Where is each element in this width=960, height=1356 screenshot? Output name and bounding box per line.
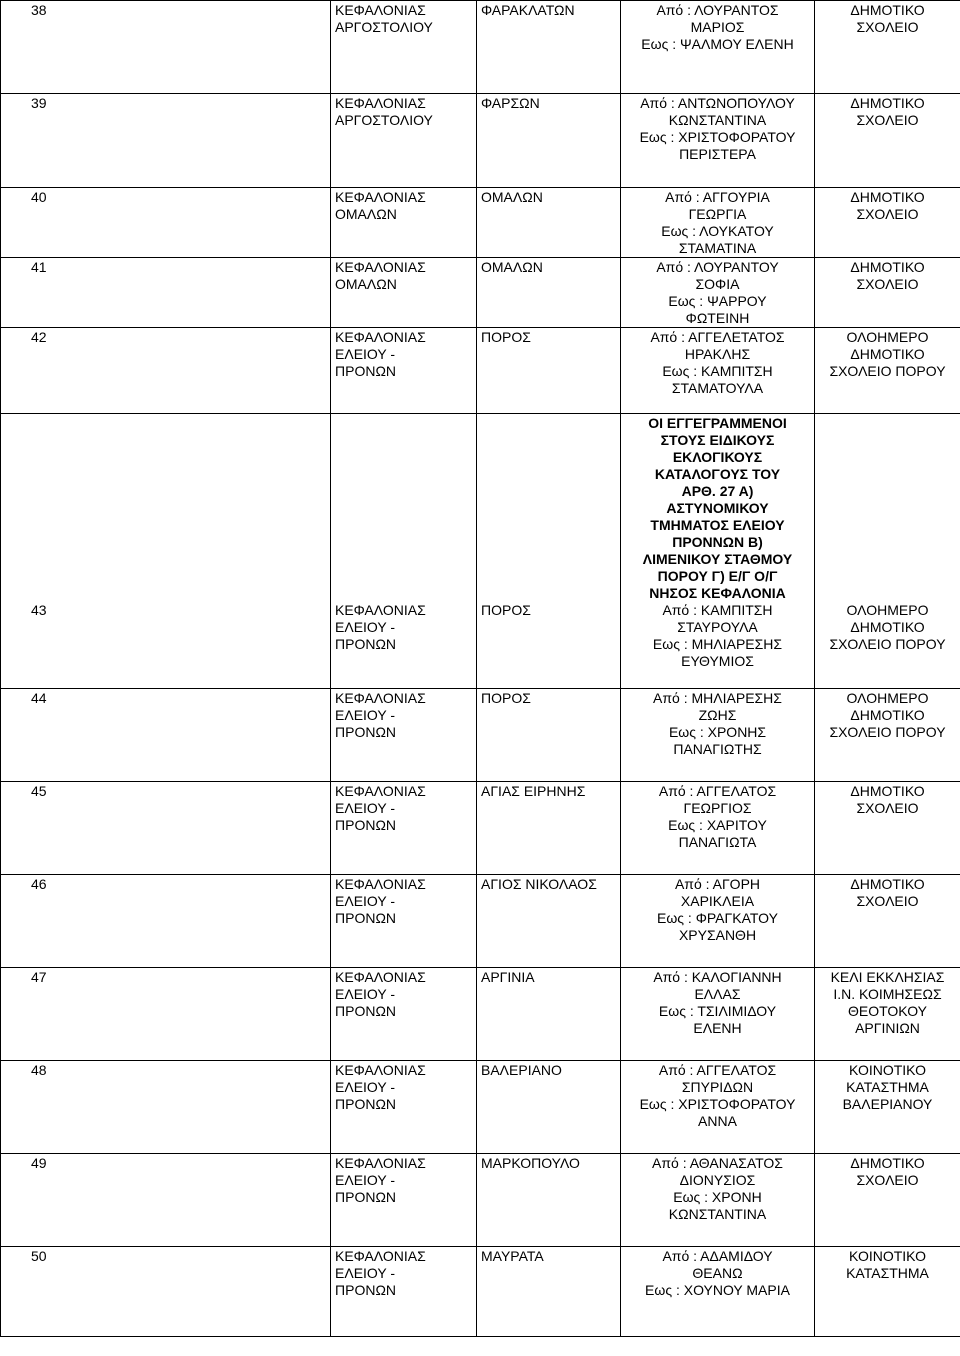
name-range-line: ΠΑΝΑΓΙΩΤΑ xyxy=(678,834,757,850)
region-cell xyxy=(331,188,477,258)
special-registry-note: ΝΗΣΟΣ ΚΕΦΑΛΟΝΙΑ xyxy=(649,585,786,601)
region-cell-line: ΚΕΦΑΛΟΝΙΑΣ xyxy=(335,783,426,799)
special-registry-note: ΛΙΜΕΝΙΚΟΥ ΣΤΑΘΜΟΥ xyxy=(642,551,793,567)
name-range-line: ΕΛΛΑΣ xyxy=(694,986,741,1002)
region-cell-line: ΠΡΟΝΩΝ xyxy=(335,1282,397,1298)
region-cell-line: ΚΕΦΑΛΟΝΙΑΣ xyxy=(335,1062,426,1078)
name-range-line: ΠΕΡΙΣΤΕΡΑ xyxy=(679,146,756,162)
place-name: ΜΑΥΡΑΤΑ xyxy=(481,1248,544,1264)
place-name: ΟΜΑΛΩΝ xyxy=(481,259,543,275)
place-name: ΑΓΙΑΣ ΕΙΡΗΝΗΣ xyxy=(481,783,586,799)
special-registry-note: ΕΚΛΟΓΙΚΟΥΣ xyxy=(672,449,763,465)
name-range-cell xyxy=(621,875,815,968)
name-range-line: Από : ΑΓΓΕΛΕΤΑΤΟΣ xyxy=(650,329,785,345)
place-cell xyxy=(477,1154,621,1247)
venue-cell xyxy=(815,1247,960,1337)
name-range-line: Από : ΚΑΛΟΓΙΑΝΝΗ xyxy=(653,969,782,985)
name-range-line: ΧΑΡΙΚΛΕΙΑ xyxy=(680,893,755,909)
name-range-line: ΗΡΑΚΛΗΣ xyxy=(684,346,751,362)
venue-cell-line: ΔΗΜΟΤΙΚΟ xyxy=(850,707,925,723)
venue-cell-line: ΔΗΜΟΤΙΚΟ xyxy=(850,619,925,635)
place-cell xyxy=(477,782,621,875)
region-cell xyxy=(331,328,477,414)
venue-cell-line: ΟΛΟΗΜΕΡΟ xyxy=(846,602,929,618)
place-name: ΦΑΡΑΚΛΑΤΩΝ xyxy=(481,2,575,18)
region-cell-line: ΠΡΟΝΩΝ xyxy=(335,636,397,652)
region-cell xyxy=(331,1247,477,1337)
table-row xyxy=(1,258,960,328)
region-cell-line: ΚΕΦΑΛΟΝΙΑΣ xyxy=(335,95,426,111)
venue-cell-line: ΟΛΟΗΜΕΡΟ xyxy=(846,329,929,345)
row-number: 40 xyxy=(1,188,331,258)
name-range-line: Από : ΑΓΓΟΥΡΙΑ xyxy=(665,189,770,205)
venue-cell-line: ΔΗΜΟΤΙΚΟ xyxy=(850,259,925,275)
special-registry-note: ΑΣΤΥΝΟΜΙΚΟΥ xyxy=(666,500,769,516)
row-number: 41 xyxy=(1,258,331,328)
venue-cell-line: ΣΧΟΛΕΙΟ xyxy=(856,1172,919,1188)
place-cell xyxy=(477,875,621,968)
venue-cell-line: ΔΗΜΟΤΙΚΟ xyxy=(850,189,925,205)
row-number: 45 xyxy=(1,782,331,875)
row-number: 42 xyxy=(1,328,331,414)
region-cell-line: ΠΡΟΝΩΝ xyxy=(335,817,397,833)
name-range-line: ΣΟΦΙΑ xyxy=(695,276,740,292)
venue-cell-line: ΟΛΟΗΜΕΡΟ xyxy=(846,690,929,706)
venue-cell-line: ΣΧΟΛΕΙΟ ΠΟΡΟΥ xyxy=(829,724,946,740)
region-cell-line: ΠΡΟΝΩΝ xyxy=(335,1003,397,1019)
venue-cell xyxy=(815,94,960,188)
region-cell-line: ΕΛΕΙΟΥ - xyxy=(335,800,395,816)
venue-cell-line: ΚΑΤΑΣΤΗΜΑ xyxy=(846,1079,929,1095)
name-range-line: ΔΙΟΝΥΣΙΟΣ xyxy=(679,1172,756,1188)
name-range-cell xyxy=(621,782,815,875)
region-cell xyxy=(331,414,477,689)
name-range-line: Εως : ΧΑΡΙΤΟΥ xyxy=(668,817,767,833)
place-cell xyxy=(477,1247,621,1337)
region-cell-line: ΚΕΦΑΛΟΝΙΑΣ xyxy=(335,602,426,618)
region-cell xyxy=(331,1154,477,1247)
row-number: 39 xyxy=(1,94,331,188)
table-row xyxy=(1,875,960,968)
place-name: ΠΟΡΟΣ xyxy=(481,602,531,618)
name-range-line: ΦΩΤΕΙΝΗ xyxy=(685,310,750,326)
name-range-cell xyxy=(621,1061,815,1154)
venue-cell-line: ΚΟΙΝΟΤΙΚΟ xyxy=(849,1062,926,1078)
region-cell-line: ΚΕΦΑΛΟΝΙΑΣ xyxy=(335,876,426,892)
place-name: ΒΑΛΕΡΙΑΝΟ xyxy=(481,1062,562,1078)
name-range-line: Από : ΑΔΑΜΙΔΟΥ xyxy=(662,1248,773,1264)
row-number: 46 xyxy=(1,875,331,968)
region-cell xyxy=(331,782,477,875)
venue-cell-line: ΔΗΜΟΤΙΚΟ xyxy=(850,783,925,799)
venue-cell xyxy=(815,188,960,258)
name-range-line: Εως : ΧΡΙΣΤΟΦΟΡΑΤΟΥ xyxy=(639,1096,796,1112)
place-cell xyxy=(477,94,621,188)
region-cell xyxy=(331,1,477,94)
place-cell xyxy=(477,328,621,414)
table-row xyxy=(1,188,960,258)
name-range-line: Από : ΛΟΥΡΑΝΤΟΣ xyxy=(656,2,779,18)
region-cell-line: ΠΡΟΝΩΝ xyxy=(335,1189,397,1205)
place-cell xyxy=(477,968,621,1061)
name-range-line: ΖΩΗΣ xyxy=(698,707,737,723)
name-range-cell xyxy=(621,94,815,188)
region-cell xyxy=(331,1061,477,1154)
table-row xyxy=(1,328,960,414)
venue-cell-line: ΔΗΜΟΤΙΚΟ xyxy=(850,95,925,111)
region-cell-line: ΕΛΕΙΟΥ - xyxy=(335,986,395,1002)
name-range-cell xyxy=(621,689,815,782)
name-range-line: Από : ΑΘΑΝΑΣΑΤΟΣ xyxy=(652,1155,783,1171)
venue-cell-line: ΣΧΟΛΕΙΟ xyxy=(856,800,919,816)
special-registry-note: ΣΤΟΥΣ ΕΙΔΙΚΟΥΣ xyxy=(660,432,775,448)
table-row xyxy=(1,1247,960,1337)
row-number: 50 xyxy=(1,1247,331,1337)
region-cell-line: ΚΕΦΑΛΟΝΙΑΣ xyxy=(335,969,426,985)
special-registry-note: ΑΡΘ. 27 Α) xyxy=(681,483,754,499)
region-cell-line: ΚΕΦΑΛΟΝΙΑΣ xyxy=(335,259,426,275)
place-name: ΠΟΡΟΣ xyxy=(481,690,531,706)
place-cell xyxy=(477,414,621,689)
name-range-line: Εως : ΦΡΑΓΚΑΤΟΥ xyxy=(657,910,778,926)
venue-cell xyxy=(815,414,960,689)
name-range-line: Εως : ΧΟΥΝΟΥ ΜΑΡΙΑ xyxy=(645,1282,790,1298)
name-range-line: ΜΑΡΙΟΣ xyxy=(690,19,745,35)
region-cell-line: ΚΕΦΑΛΟΝΙΑΣ xyxy=(335,2,426,18)
venue-cell-line: ΔΗΜΟΤΙΚΟ xyxy=(850,2,925,18)
venue-cell-line: ΘΕΟΤΟΚΟΥ xyxy=(848,1003,927,1019)
table-row xyxy=(1,1061,960,1154)
name-range-line: ΚΩΝΣΤΑΝΤΙΝΑ xyxy=(668,1206,767,1222)
place-name: ΦΑΡΣΩΝ xyxy=(481,95,540,111)
region-cell-line: ΠΡΟΝΩΝ xyxy=(335,910,397,926)
name-range-line: ΧΡΥΣΑΝΘΗ xyxy=(678,927,757,943)
region-cell-line: ΚΕΦΑΛΟΝΙΑΣ xyxy=(335,1155,426,1171)
place-cell xyxy=(477,258,621,328)
table-row xyxy=(1,689,960,782)
region-cell xyxy=(331,258,477,328)
row-number: 47 xyxy=(1,968,331,1061)
venue-cell-line: ΣΧΟΛΕΙΟ xyxy=(856,19,919,35)
special-registry-note: ΟΙ ΕΓΓΕΓΡΑΜΜΕΝΟΙ xyxy=(648,415,787,431)
region-cell-line: ΕΛΕΙΟΥ - xyxy=(335,893,395,909)
name-range-line: Από : ΛΟΥΡΑΝΤΟΥ xyxy=(656,259,779,275)
row-number: 48 xyxy=(1,1061,331,1154)
name-range-line: Από : ΑΓΓΕΛΑΤΟΣ xyxy=(658,1062,777,1078)
region-cell-line: ΚΕΦΑΛΟΝΙΑΣ xyxy=(335,189,426,205)
region-cell-line: ΚΕΦΑΛΟΝΙΑΣ xyxy=(335,690,426,706)
venue-cell xyxy=(815,689,960,782)
venue-cell-line: ΣΧΟΛΕΙΟ xyxy=(856,206,919,222)
name-range-line: Εως : ΨΑΛΜΟΥ ΕΛΕΝΗ xyxy=(641,36,794,52)
name-range-line: Εως : ΧΡΟΝΗ xyxy=(673,1189,762,1205)
region-cell-line: ΑΡΓΟΣΤΟΛΙΟΥ xyxy=(335,112,433,128)
name-range-line: Από : ΜΗΛΙΑΡΕΣΗΣ xyxy=(653,690,782,706)
place-name: ΑΓΙΟΣ ΝΙΚΟΛΑΟΣ xyxy=(481,876,597,892)
name-range-cell xyxy=(621,968,815,1061)
place-name: ΠΟΡΟΣ xyxy=(481,329,531,345)
name-range-line: ΣΤΑΜΑΤΟΥΛΑ xyxy=(671,380,764,396)
region-cell-line: ΕΛΕΙΟΥ - xyxy=(335,1172,395,1188)
name-range-line: ΣΤΑΜΑΤΙΝΑ xyxy=(678,240,757,256)
venue-cell-line: ΣΧΟΛΕΙΟ xyxy=(856,276,919,292)
region-cell-line: ΚΕΦΑΛΟΝΙΑΣ xyxy=(335,1248,426,1264)
venue-cell-line: ΔΗΜΟΤΙΚΟ xyxy=(850,346,925,362)
venue-cell-line: ΣΧΟΛΕΙΟ xyxy=(856,893,919,909)
venue-cell-line: ΣΧΟΛΕΙΟ ΠΟΡΟΥ xyxy=(829,636,946,652)
row-number: 49 xyxy=(1,1154,331,1247)
venue-cell-line: ΣΧΟΛΕΙΟ ΠΟΡΟΥ xyxy=(829,363,946,379)
region-cell-line: ΕΛΕΙΟΥ - xyxy=(335,707,395,723)
venue-cell-line: ΔΗΜΟΤΙΚΟ xyxy=(850,1155,925,1171)
place-cell xyxy=(477,689,621,782)
name-range-cell xyxy=(621,328,815,414)
venue-cell-line: Ι.Ν. ΚΟΙΜΗΣΕΩΣ xyxy=(833,986,942,1002)
special-registry-note: ΤΜΗΜΑΤΟΣ ΕΛΕΙΟΥ xyxy=(650,517,785,533)
region-cell xyxy=(331,968,477,1061)
venue-cell xyxy=(815,258,960,328)
name-range-line: ΕΥΘΥΜΙΟΣ xyxy=(681,653,754,669)
row-number: 38 xyxy=(1,1,331,94)
venue-cell xyxy=(815,968,960,1061)
name-range-line: Από : ΑΓΓΕΛΑΤΟΣ xyxy=(658,783,777,799)
name-range-line: Εως : ΜΗΛΙΑΡΕΣΗΣ xyxy=(652,636,783,652)
region-cell-line: ΟΜΑΛΩΝ xyxy=(335,276,397,292)
name-range-line: ΘΕΑΝΩ xyxy=(692,1265,743,1281)
name-range-line: Από : ΚΑΜΠΙΤΣΗ xyxy=(662,602,773,618)
name-range-line: ΓΕΩΡΓΙΟΣ xyxy=(683,800,752,816)
venue-cell xyxy=(815,875,960,968)
table-row xyxy=(1,1154,960,1247)
region-cell xyxy=(331,689,477,782)
region-cell-line: ΑΡΓΟΣΤΟΛΙΟΥ xyxy=(335,19,433,35)
venue-cell-line: ΚΑΤΑΣΤΗΜΑ xyxy=(846,1265,929,1281)
name-range-line: ΚΩΝΣΤΑΝΤΙΝΑ xyxy=(668,112,767,128)
place-name: ΜΑΡΚΟΠΟΥΛΟ xyxy=(481,1155,580,1171)
name-range-line: Εως : ΚΑΜΠΙΤΣΗ xyxy=(662,363,773,379)
region-cell-line: ΠΡΟΝΩΝ xyxy=(335,363,397,379)
special-registry-note: ΠΟΡΟΥ Γ) Ε/Γ Ο/Γ xyxy=(657,568,778,584)
name-range-cell xyxy=(621,1247,815,1337)
region-cell-line: ΚΕΦΑΛΟΝΙΑΣ xyxy=(335,329,426,345)
venue-cell-line: ΚΕΛΙ ΕΚΚΛΗΣΙΑΣ xyxy=(830,969,945,985)
table-row xyxy=(1,94,960,188)
region-cell-line: ΕΛΕΙΟΥ - xyxy=(335,346,395,362)
name-range-line: ΠΑΝΑΓΙΩΤΗΣ xyxy=(673,741,762,757)
venue-cell-line: ΔΗΜΟΤΙΚΟ xyxy=(850,876,925,892)
region-cell-line: ΕΛΕΙΟΥ - xyxy=(335,1265,395,1281)
name-range-line: Από : ΑΓΟΡΗ xyxy=(674,876,761,892)
venue-cell xyxy=(815,1061,960,1154)
venue-cell-line: ΚΟΙΝΟΤΙΚΟ xyxy=(849,1248,926,1264)
place-cell xyxy=(477,1,621,94)
venue-cell xyxy=(815,782,960,875)
name-range-line: Εως : ΨΑΡΡΟΥ xyxy=(668,293,767,309)
table-row xyxy=(1,1,960,94)
name-range-cell xyxy=(621,1154,815,1247)
region-cell-line: ΕΛΕΙΟΥ - xyxy=(335,619,395,635)
region-cell xyxy=(331,875,477,968)
venue-cell xyxy=(815,1,960,94)
name-range-cell xyxy=(621,1,815,94)
name-range-line: ΓΕΩΡΓΙΑ xyxy=(688,206,747,222)
name-range-line: ΕΛΕΝΗ xyxy=(693,1020,742,1036)
table-row xyxy=(1,968,960,1061)
name-range-line: Εως : ΤΣΙΛΙΜΙΔΟΥ xyxy=(658,1003,777,1019)
name-range-line: Εως : ΛΟΥΚΑΤΟΥ xyxy=(661,223,774,239)
special-registry-note: ΚΑΤΑΛΟΓΟΥΣ ΤΟΥ xyxy=(654,466,781,482)
table-row xyxy=(1,414,960,689)
name-range-line: Εως : ΧΡΟΝΗΣ xyxy=(668,724,767,740)
venue-cell xyxy=(815,328,960,414)
special-registry-note: ΠΡΟΝΝΩΝ Β) xyxy=(672,534,763,550)
row-number: 43 xyxy=(1,414,331,689)
region-cell-line: ΟΜΑΛΩΝ xyxy=(335,206,397,222)
place-name: ΑΡΓΙΝΙΑ xyxy=(481,969,535,985)
name-range-cell xyxy=(621,414,815,689)
venue-cell-line: ΑΡΓΙΝΙΩΝ xyxy=(855,1020,920,1036)
venue-cell-line: ΣΧΟΛΕΙΟ xyxy=(856,112,919,128)
venue-cell xyxy=(815,1154,960,1247)
row-number: 44 xyxy=(1,689,331,782)
region-cell-line: ΠΡΟΝΩΝ xyxy=(335,1096,397,1112)
region-cell-line: ΠΡΟΝΩΝ xyxy=(335,724,397,740)
name-range-cell xyxy=(621,188,815,258)
name-range-line: ΑΝΝΑ xyxy=(698,1113,737,1129)
name-range-line: Εως : ΧΡΙΣΤΟΦΟΡΑΤΟΥ xyxy=(639,129,796,145)
place-cell xyxy=(477,188,621,258)
venue-cell-line: ΒΑΛΕΡΙΑΝΟΥ xyxy=(842,1096,933,1112)
name-range-line: ΣΤΑΥΡΟΥΛΑ xyxy=(677,619,758,635)
name-range-line: ΣΠΥΡΙΔΩΝ xyxy=(681,1079,754,1095)
name-range-line: Από : ΑΝΤΩΝΟΠΟΥΛΟΥ xyxy=(640,95,795,111)
place-name: ΟΜΑΛΩΝ xyxy=(481,189,543,205)
region-cell-line: ΕΛΕΙΟΥ - xyxy=(335,1079,395,1095)
place-cell xyxy=(477,1061,621,1154)
region-cell xyxy=(331,94,477,188)
table-row xyxy=(1,782,960,875)
name-range-cell xyxy=(621,258,815,328)
